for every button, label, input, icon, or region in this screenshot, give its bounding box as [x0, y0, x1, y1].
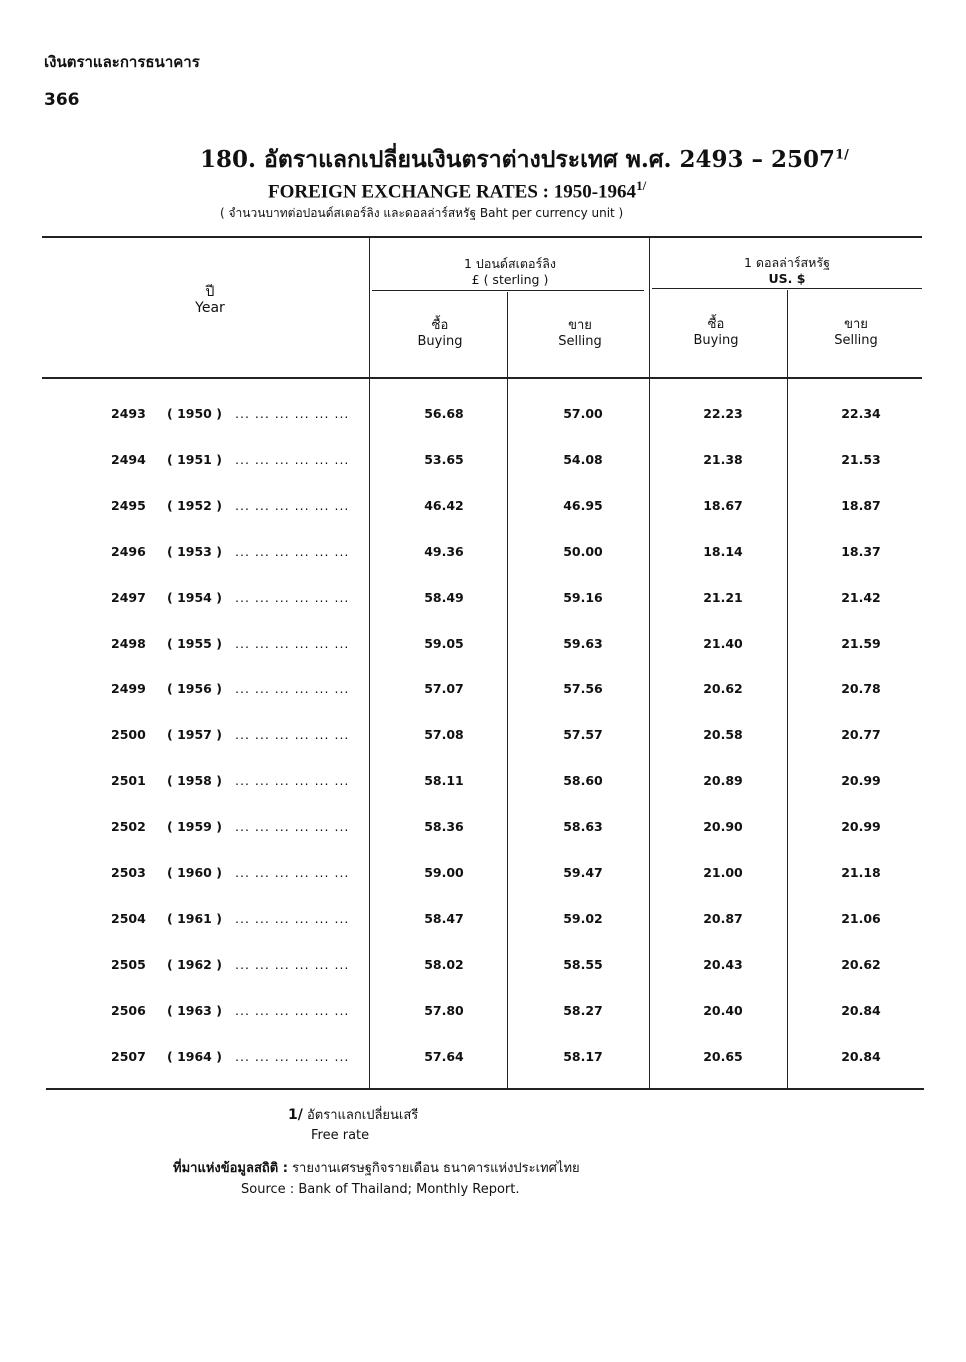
cell-gbp-selling: 58.17 — [563, 1049, 603, 1064]
table-title-thai — [200, 142, 849, 178]
cell-usd-selling: 20.99 — [841, 819, 881, 834]
cell-gbp-selling: 57.56 — [563, 681, 603, 696]
header-buying-english: Buying — [417, 334, 463, 349]
header-buying-english: Buying — [693, 333, 739, 348]
cell-usd-selling: 21.18 — [841, 865, 881, 880]
cell-usd-buying: 22.23 — [703, 406, 743, 421]
year-be: 2496 — [111, 544, 146, 559]
source-thai-line — [173, 1157, 580, 1178]
year-ce: ( 1952 ) — [167, 498, 222, 513]
source-text-english: Bank of Thailand; Monthly Report. — [298, 1182, 520, 1197]
leader-dots: ... ... ... ... ... ... — [235, 865, 350, 880]
cell-gbp-buying: 49.36 — [424, 544, 464, 559]
title-thai-note: 1/ — [835, 147, 849, 163]
year-ce: ( 1959 ) — [167, 819, 222, 834]
title-english-note: 1/ — [636, 178, 647, 193]
cell-gbp-selling: 58.63 — [563, 819, 603, 834]
cell-gbp-selling: 46.95 — [563, 498, 603, 513]
page-number: 366 — [44, 90, 80, 110]
cell-usd-selling: 20.99 — [841, 773, 881, 788]
footnote-mark: 1/ — [288, 1107, 303, 1123]
cell-usd-buying: 21.38 — [703, 452, 743, 467]
header-selling-english: Selling — [834, 333, 878, 348]
row-year — [111, 865, 349, 880]
year-be: 2502 — [111, 819, 146, 834]
header-dollar-thai: 1 ดอลล่าร์สหรัฐ — [743, 255, 831, 270]
cell-usd-selling: 20.62 — [841, 957, 881, 972]
footnote-thai: อัตราแลกเปลี่ยนเสรี — [307, 1108, 419, 1123]
row-year — [111, 544, 349, 559]
year-ce: ( 1957 ) — [167, 727, 222, 742]
cell-usd-buying: 20.87 — [703, 911, 743, 926]
cell-gbp-buying: 58.02 — [424, 957, 464, 972]
table-bottom-rule — [46, 1088, 924, 1090]
cell-gbp-buying: 57.07 — [424, 681, 464, 696]
cell-gbp-selling: 59.02 — [563, 911, 603, 926]
year-be: 2503 — [111, 865, 146, 880]
year-be: 2494 — [111, 452, 146, 467]
cell-gbp-selling: 58.55 — [563, 957, 603, 972]
cell-gbp-buying: 59.00 — [424, 865, 464, 880]
cell-usd-selling: 18.37 — [841, 544, 881, 559]
year-ce: ( 1950 ) — [167, 406, 222, 421]
leader-dots: ... ... ... ... ... ... — [235, 590, 350, 605]
cell-usd-selling: 20.84 — [841, 1049, 881, 1064]
source-label-thai: ที่มาแห่งข้อมูลสถิติ : — [173, 1161, 288, 1176]
header-pound-buying — [380, 318, 500, 350]
cell-gbp-buying: 58.47 — [424, 911, 464, 926]
year-ce: ( 1956 ) — [167, 681, 222, 696]
row-year — [111, 406, 349, 421]
year-be: 2497 — [111, 590, 146, 605]
year-be: 2495 — [111, 498, 146, 513]
pound-subheader-rule — [372, 290, 644, 291]
cell-gbp-buying: 46.42 — [424, 498, 464, 513]
leader-dots: ... ... ... ... ... ... — [235, 911, 350, 926]
year-be: 2499 — [111, 681, 146, 696]
cell-usd-selling: 21.06 — [841, 911, 881, 926]
source-label-english: Source : — [241, 1182, 295, 1197]
header-selling-thai: ขาย — [844, 317, 868, 332]
header-dollar-english: US. $ — [768, 271, 806, 286]
cell-gbp-selling: 59.16 — [563, 590, 603, 605]
cell-gbp-selling: 54.08 — [563, 452, 603, 467]
col-divider-currency — [649, 237, 650, 1089]
cell-usd-buying: 21.21 — [703, 590, 743, 605]
leader-dots: ... ... ... ... ... ... — [235, 544, 350, 559]
header-year — [160, 284, 260, 316]
cell-gbp-buying: 57.64 — [424, 1049, 464, 1064]
leader-dots: ... ... ... ... ... ... — [235, 406, 350, 421]
cell-usd-buying: 20.58 — [703, 727, 743, 742]
row-year — [111, 819, 349, 834]
header-bottom-rule — [42, 377, 922, 379]
year-be: 2501 — [111, 773, 146, 788]
footnote-thai-line — [288, 1104, 418, 1125]
col-divider-dollar — [787, 290, 788, 1089]
table-title-english — [268, 178, 646, 203]
header-selling-english: Selling — [558, 334, 602, 349]
source-english-line — [241, 1182, 520, 1197]
footnote-english: Free rate — [311, 1128, 370, 1143]
leader-dots: ... ... ... ... ... ... — [235, 1049, 350, 1064]
row-year — [111, 727, 349, 742]
cell-usd-buying: 21.40 — [703, 636, 743, 651]
col-divider-pound — [507, 292, 508, 1089]
row-year — [111, 636, 349, 651]
row-year — [111, 590, 349, 605]
year-ce: ( 1962 ) — [167, 957, 222, 972]
units-note: ( จำนวนบาทต่อปอนด์สเตอร์ลิง และดอลล่าร์สหรัฐ Baht per currency unit ) — [220, 206, 624, 220]
row-year — [111, 1003, 349, 1018]
cell-usd-selling: 22.34 — [841, 406, 881, 421]
title-thai-text: อัตราแลกเปลี่ยนเงินตราต่างประเทศ พ.ศ. 2493 – 2507 — [264, 146, 836, 173]
cell-usd-selling: 21.42 — [841, 590, 881, 605]
row-year — [111, 911, 349, 926]
year-ce: ( 1955 ) — [167, 636, 222, 651]
cell-usd-buying: 20.62 — [703, 681, 743, 696]
cell-usd-buying: 18.67 — [703, 498, 743, 513]
cell-usd-selling: 21.53 — [841, 452, 881, 467]
leader-dots: ... ... ... ... ... ... — [235, 452, 350, 467]
row-year — [111, 498, 349, 513]
header-dollar-selling — [796, 317, 916, 349]
row-year — [111, 773, 349, 788]
leader-dots: ... ... ... ... ... ... — [235, 681, 350, 696]
leader-dots: ... ... ... ... ... ... — [235, 1003, 350, 1018]
leader-dots: ... ... ... ... ... ... — [235, 498, 350, 513]
header-pound — [372, 256, 648, 288]
year-be: 2493 — [111, 406, 146, 421]
header-pound-thai: 1 ปอนด์สเตอร์ลิง — [463, 256, 557, 271]
year-ce: ( 1953 ) — [167, 544, 222, 559]
header-buying-thai: ซื้อ — [431, 318, 449, 333]
year-ce: ( 1963 ) — [167, 1003, 222, 1018]
cell-usd-selling: 21.59 — [841, 636, 881, 651]
header-dollar — [652, 255, 922, 287]
cell-gbp-buying: 58.49 — [424, 590, 464, 605]
header-selling-thai: ขาย — [568, 318, 592, 333]
cell-gbp-selling: 59.47 — [563, 865, 603, 880]
header-pound-selling — [520, 318, 640, 350]
col-divider-year — [369, 237, 370, 1089]
leader-dots: ... ... ... ... ... ... — [235, 636, 350, 651]
year-ce: ( 1951 ) — [167, 452, 222, 467]
cell-usd-buying: 20.90 — [703, 819, 743, 834]
year-ce: ( 1958 ) — [167, 773, 222, 788]
source-text-thai: รายงานเศรษฐกิจรายเดือน ธนาคารแห่งประเทศไทย — [292, 1161, 580, 1176]
cell-gbp-selling: 58.60 — [563, 773, 603, 788]
cell-gbp-buying: 56.68 — [424, 406, 464, 421]
cell-gbp-buying: 58.36 — [424, 819, 464, 834]
running-head: เงินตราและการธนาคาร — [44, 53, 200, 71]
row-year — [111, 957, 349, 972]
cell-gbp-selling: 58.27 — [563, 1003, 603, 1018]
header-dollar-buying — [656, 317, 776, 349]
cell-gbp-buying: 57.08 — [424, 727, 464, 742]
cell-gbp-selling: 57.00 — [563, 406, 603, 421]
table-top-rule — [42, 236, 922, 238]
row-year — [111, 452, 349, 467]
dollar-subheader-rule — [652, 288, 922, 289]
cell-gbp-buying: 57.80 — [424, 1003, 464, 1018]
year-be: 2507 — [111, 1049, 146, 1064]
year-ce: ( 1964 ) — [167, 1049, 222, 1064]
year-be: 2505 — [111, 957, 146, 972]
row-year — [111, 681, 349, 696]
cell-usd-buying: 20.65 — [703, 1049, 743, 1064]
table-number: 180. — [200, 146, 257, 173]
cell-gbp-selling: 50.00 — [563, 544, 603, 559]
cell-usd-buying: 20.40 — [703, 1003, 743, 1018]
cell-usd-buying: 18.14 — [703, 544, 743, 559]
header-buying-thai: ซื้อ — [707, 317, 725, 332]
cell-gbp-buying: 53.65 — [424, 452, 464, 467]
year-ce: ( 1960 ) — [167, 865, 222, 880]
leader-dots: ... ... ... ... ... ... — [235, 727, 350, 742]
header-pound-english: £ ( sterling ) — [471, 272, 549, 287]
header-year-english: Year — [195, 300, 225, 316]
cell-usd-selling: 20.78 — [841, 681, 881, 696]
cell-gbp-selling: 57.57 — [563, 727, 603, 742]
title-english-text: FOREIGN EXCHANGE RATES : 1950-1964 — [268, 181, 637, 203]
leader-dots: ... ... ... ... ... ... — [235, 819, 350, 834]
year-ce: ( 1954 ) — [167, 590, 222, 605]
cell-gbp-buying: 58.11 — [424, 773, 464, 788]
cell-usd-selling: 18.87 — [841, 498, 881, 513]
cell-gbp-buying: 59.05 — [424, 636, 464, 651]
cell-gbp-selling: 59.63 — [563, 636, 603, 651]
row-year — [111, 1049, 349, 1064]
header-year-thai: ปี — [205, 284, 215, 300]
cell-usd-buying: 20.89 — [703, 773, 743, 788]
cell-usd-buying: 21.00 — [703, 865, 743, 880]
leader-dots: ... ... ... ... ... ... — [235, 957, 350, 972]
year-be: 2504 — [111, 911, 146, 926]
cell-usd-selling: 20.84 — [841, 1003, 881, 1018]
cell-usd-selling: 20.77 — [841, 727, 881, 742]
year-be: 2498 — [111, 636, 146, 651]
year-be: 2500 — [111, 727, 146, 742]
year-ce: ( 1961 ) — [167, 911, 222, 926]
year-be: 2506 — [111, 1003, 146, 1018]
cell-usd-buying: 20.43 — [703, 957, 743, 972]
leader-dots: ... ... ... ... ... ... — [235, 773, 350, 788]
